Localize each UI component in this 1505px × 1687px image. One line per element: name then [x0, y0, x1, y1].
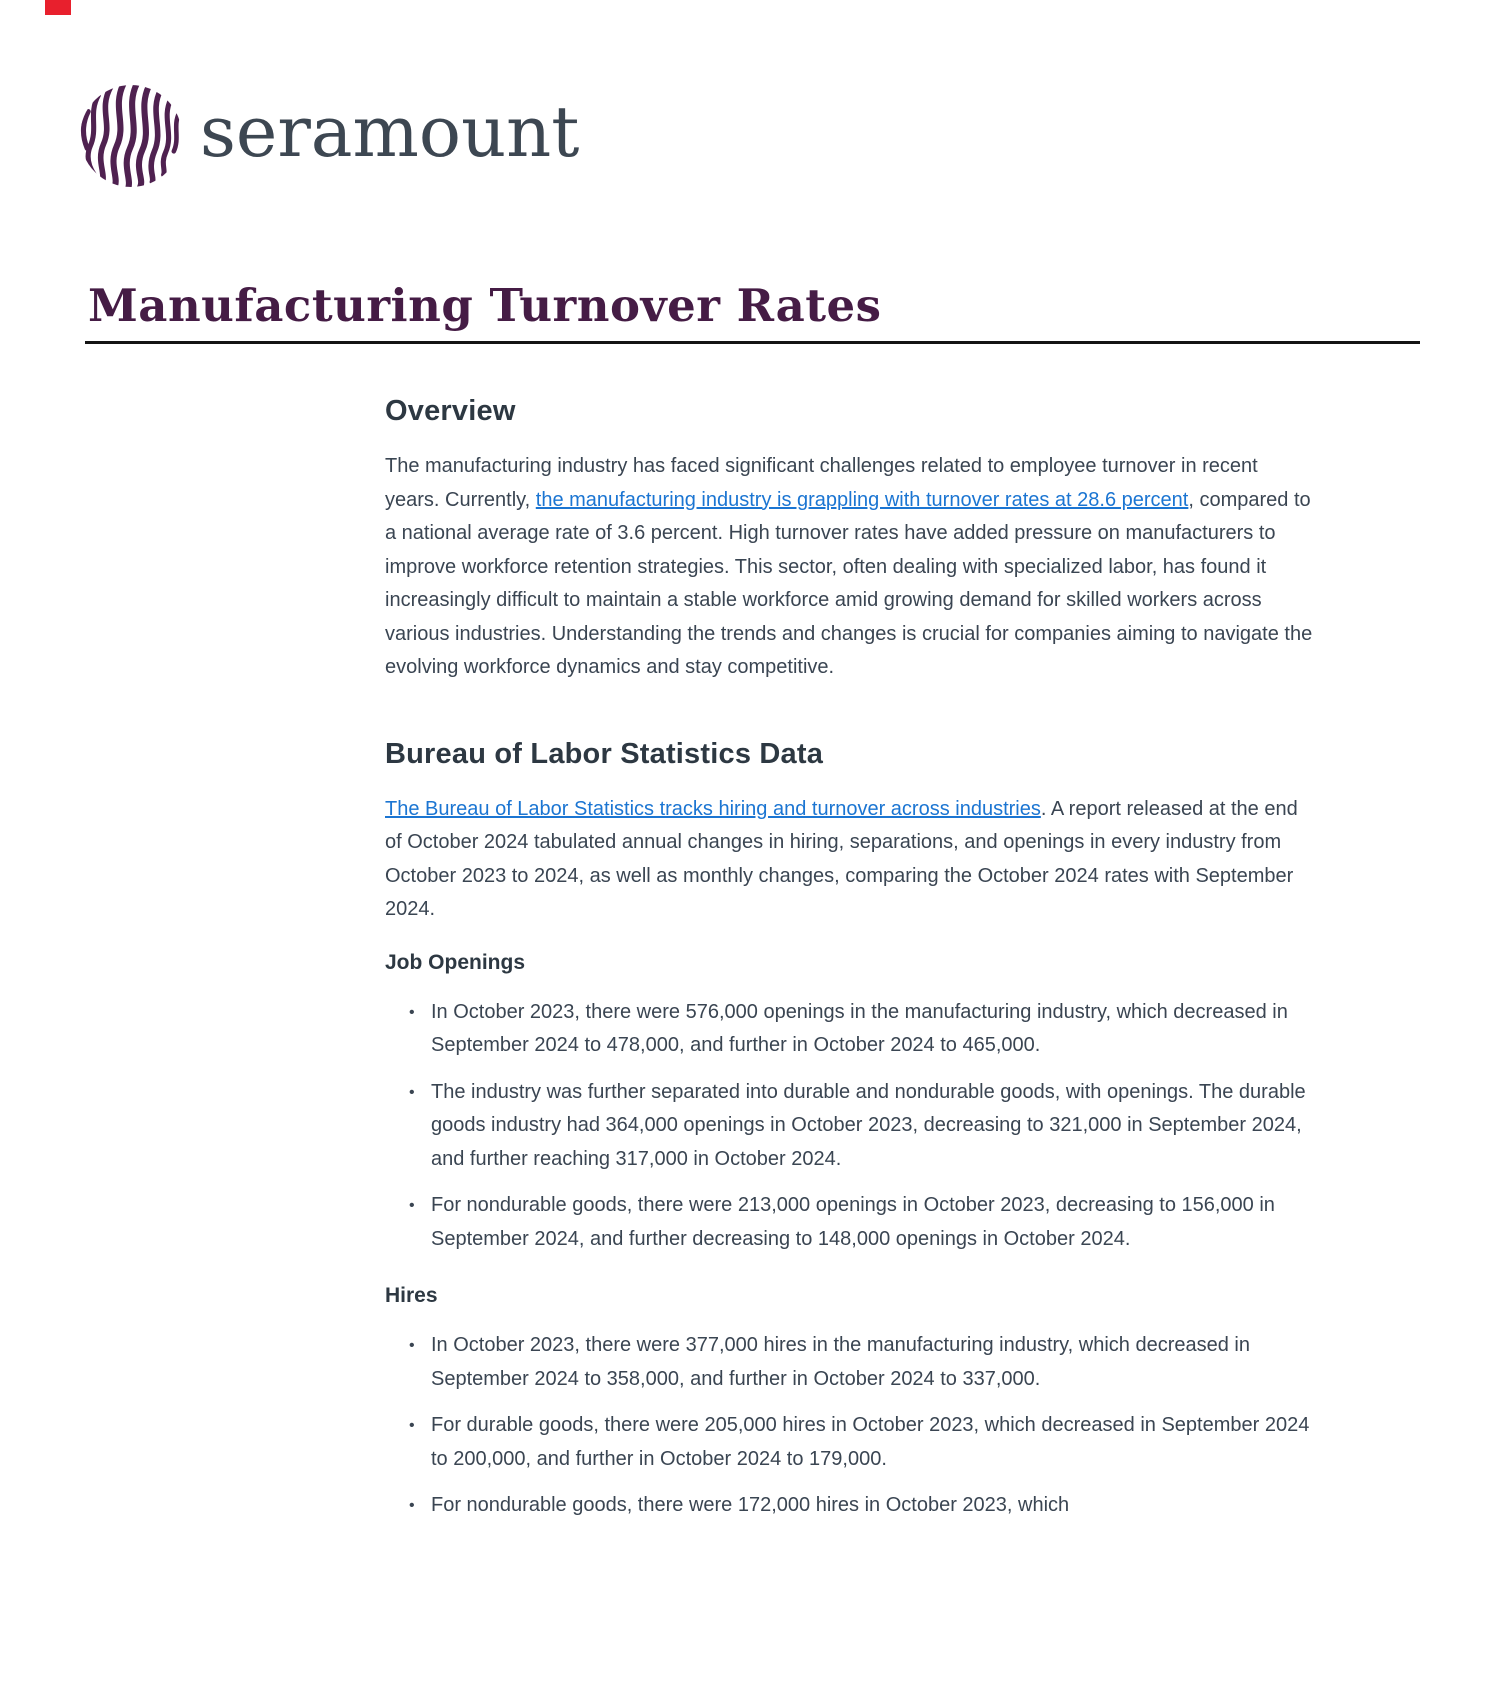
list-item-text: For nondurable goods, there were 172,000 hires in October 2023, which	[431, 1494, 1070, 1516]
bls-paragraph	[385, 793, 1315, 927]
brand-wordmark: seramount	[200, 91, 580, 173]
seramount-swirl-icon	[78, 83, 184, 189]
bls-heading: Bureau of Labor Statistics Data	[385, 737, 824, 770]
turnover-rate-link[interactable]: the manufacturing industry is grappling with turnover rates at 28.6 percent	[535, 488, 1189, 511]
list-item	[385, 1076, 1315, 1177]
bullet-icon: •	[409, 1003, 415, 1021]
overview-paragraph	[385, 450, 1315, 685]
bullet-icon: •	[409, 1197, 415, 1214]
bullet-icon: •	[409, 1417, 415, 1434]
list-item	[385, 1409, 1315, 1476]
list-item-text: For durable goods, there were 205,000 hires in October 2023, which decreased in September 2024 to 200,000, and further in October 2024 to 179,000.	[431, 1414, 1310, 1470]
list-item	[385, 1489, 1315, 1523]
list-item-text: The industry was further separated into durable and nondurable goods, with openings. The durable goods industry had 364,000 openings in October 2023, decreasing to 321,000 in September 2024, and further reaching 317,000 in October 2024.	[431, 1080, 1306, 1170]
overview-text-after-link: , compared to a national average rate of 3.6 percent. High turnover rates have added pressure on manufacturers to improve workforce retention strategies. This sector, often dealing with specialized labor, has found it increasingly difficult to maintain a stable workforce amid growing demand for skilled workers across various industries. Understanding the trends and changes is crucial for companies aiming to navigate the evolving workforce dynamics and stay competitive.	[385, 488, 1313, 678]
list-item	[385, 996, 1315, 1063]
list-item	[385, 1189, 1315, 1256]
list-item-text: In October 2023, there were 576,000 openings in the manufacturing industry, which decreased in September 2024 to 478,000, and further in October 2024 to 465,000.	[431, 1000, 1288, 1056]
bls-link[interactable]: The Bureau of Labor Statistics tracks hiring and turnover across industries	[385, 797, 1041, 820]
hires-list	[385, 1329, 1315, 1523]
hires-heading: Hires	[385, 1284, 438, 1307]
title-divider	[85, 341, 1420, 344]
overview-heading: Overview	[385, 395, 516, 427]
list-item	[385, 1329, 1315, 1396]
page-title: Manufacturing Turnover Rates	[88, 279, 882, 332]
list-item-text: In October 2023, there were 377,000 hires in the manufacturing industry, which decreased in September 2024 to 358,000, and further in October 2024 to 337,000.	[431, 1334, 1250, 1390]
list-item-text: For nondurable goods, there were 213,000 openings in October 2023, decreasing to 156,000 in September 2024, and further decreasing to 148,000 openings in October 2024.	[431, 1194, 1275, 1250]
red-marker	[45, 0, 71, 15]
overview-text-before-link: The manufacturing industry has faced significant challenges related to employee turnover in recent years. Currently,	[385, 455, 1258, 511]
document-body	[385, 394, 1315, 1536]
bullet-icon: •	[409, 1337, 415, 1354]
job-openings-heading: Job Openings	[385, 950, 526, 974]
brand-logo	[78, 83, 579, 189]
bullet-icon: •	[409, 1497, 415, 1514]
job-openings-list	[385, 996, 1315, 1257]
bls-text-after-link: . A report released at the end of October 2024 tabulated annual changes in hiring, separations, and openings in every industry from October 2023 to 2024, as well as monthly changes, comparing the October 2024 rates with September 2024.	[385, 797, 1298, 920]
bullet-icon: •	[409, 1083, 415, 1101]
